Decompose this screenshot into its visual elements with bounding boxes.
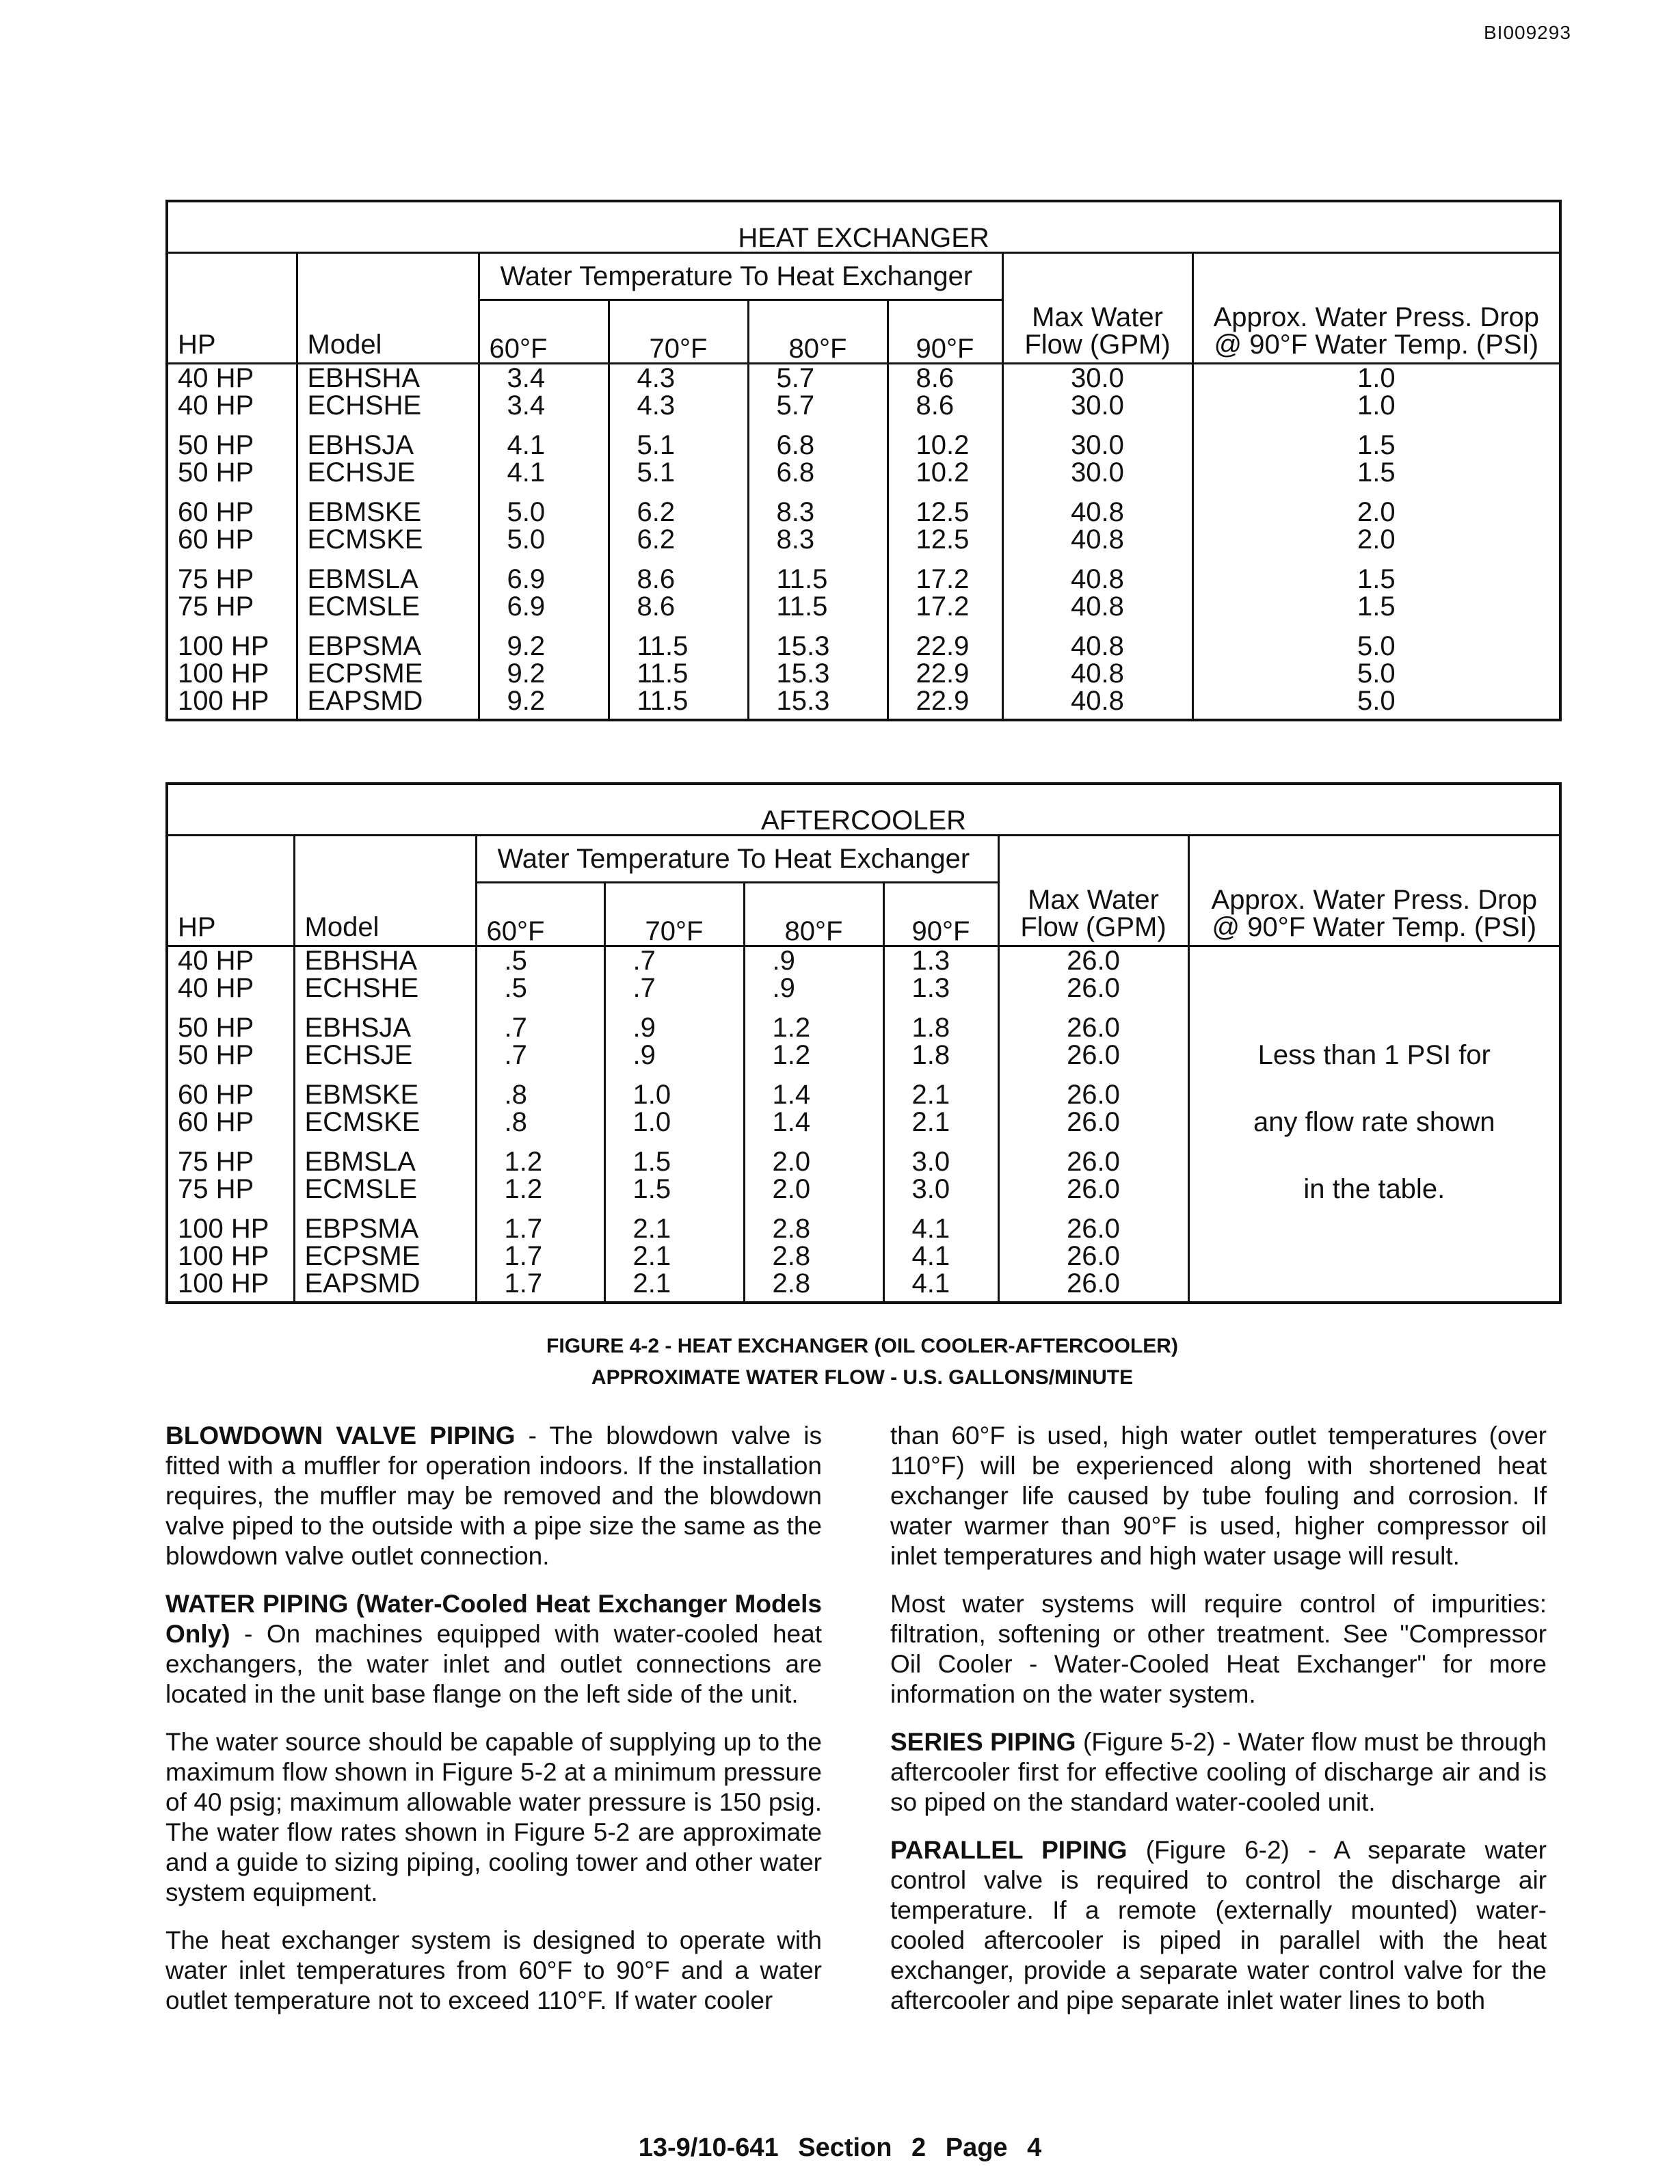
- spacer-cell: [604, 1002, 744, 1014]
- table-cell: 1.7: [476, 1270, 604, 1297]
- table-row: [167, 459, 1560, 486]
- table-cell: 40.8: [1002, 498, 1192, 526]
- table-cell: 26.0: [998, 1041, 1188, 1069]
- table-cell: 22.9: [888, 632, 1002, 660]
- left-text-column: [165, 1421, 822, 2034]
- table-cell: 11.5: [609, 687, 748, 715]
- spacer-cell: [744, 1297, 883, 1303]
- table-cell: 30.0: [1002, 459, 1192, 486]
- water-piping-paragraph: [165, 1589, 822, 1709]
- table-cell: 26.0: [998, 1108, 1188, 1136]
- table-cell: .5: [476, 946, 604, 975]
- table-cell: 50 HP: [167, 459, 297, 486]
- table-cell: 6.8: [748, 431, 888, 459]
- table-cell: 75 HP: [167, 1148, 294, 1175]
- temp-80-header: 80°F: [748, 300, 888, 364]
- heat-exchanger-title: HEAT EXCHANGER: [167, 201, 1560, 253]
- table-cell: .7: [476, 1041, 604, 1069]
- spacer-cell: [609, 553, 748, 565]
- table-row: [167, 593, 1560, 620]
- table-cell: 1.4: [744, 1108, 883, 1136]
- right-text-column: [890, 1421, 1547, 2034]
- table-cell: 11.5: [609, 632, 748, 660]
- table-cell: 3.4: [479, 364, 609, 392]
- series-piping-heading: SERIES PIPING: [890, 1728, 1076, 1756]
- table-cell: 26.0: [998, 1215, 1188, 1242]
- table-cell: 5.0: [479, 526, 609, 553]
- table-cell: .7: [604, 974, 744, 1002]
- table-cell: EBPSMA: [297, 632, 479, 660]
- table-cell: ECPSME: [297, 660, 479, 687]
- spacer-cell: [744, 1203, 883, 1215]
- table-cell: 40.8: [1002, 632, 1192, 660]
- page-footer: 13-9/10-641 Section 2 Page 4: [638, 2133, 1042, 2162]
- spacer-cell: [604, 1136, 744, 1148]
- table-cell: 2.1: [883, 1081, 998, 1108]
- table-cell: 1.5: [1192, 431, 1560, 459]
- table-cell: 1.5: [604, 1148, 744, 1175]
- table-cell: .7: [604, 946, 744, 975]
- table-cell: 1.7: [476, 1215, 604, 1242]
- table-cell: .5: [476, 974, 604, 1002]
- table-cell: 2.8: [744, 1242, 883, 1270]
- series-piping-text: (Figure 5-2) - Water flow must be through aftercooler first for effective cooling of discharge air and is so piped on the standard water-cooled unit.: [890, 1728, 1547, 1816]
- table-cell: EBMSKE: [294, 1081, 476, 1108]
- table-cell: 6.8: [748, 459, 888, 486]
- table-row: [167, 431, 1560, 459]
- table-cell: ECMSLE: [297, 593, 479, 620]
- table-cell: 3.0: [883, 1148, 998, 1175]
- table-cell: 5.0: [1192, 660, 1560, 687]
- table-cell: 4.1: [883, 1242, 998, 1270]
- pressure-note-line: any flow rate shown: [1253, 1107, 1495, 1137]
- table-cell: EBPSMA: [294, 1215, 476, 1242]
- table-cell: 8.6: [609, 593, 748, 620]
- spacer-cell: [748, 419, 888, 431]
- table-cell: 100 HP: [167, 687, 297, 715]
- water-piping-text: - On machines equipped with water-cooled heat exchangers, the water inlet and outlet connections are located in the unit base flange on the left side of the unit.: [165, 1620, 822, 1708]
- table-cell: 1.2: [476, 1175, 604, 1203]
- spacer-cell: [744, 1136, 883, 1148]
- table-cell: 26.0: [998, 1270, 1188, 1297]
- table-cell: 1.3: [883, 974, 998, 1002]
- spacer-cell: [609, 419, 748, 431]
- table-cell: ECMSKE: [294, 1108, 476, 1136]
- pressure-note-line: Less than 1 PSI for: [1257, 1040, 1491, 1070]
- table-cell: 26.0: [998, 1175, 1188, 1203]
- table-cell: EBMSKE: [297, 498, 479, 526]
- blowdown-heading: BLOWDOWN VALVE PIPING: [165, 1422, 516, 1450]
- table-cell: .7: [476, 1014, 604, 1041]
- table-cell: 6.9: [479, 565, 609, 593]
- table-cell: 50 HP: [167, 431, 297, 459]
- max-flow-header: Max Water Flow (GPM): [998, 836, 1188, 946]
- table-cell: 5.0: [479, 498, 609, 526]
- table-cell: 60 HP: [167, 498, 297, 526]
- table-cell: 11.5: [748, 593, 888, 620]
- table-cell: EAPSMD: [294, 1270, 476, 1297]
- heat-exchanger-rows: [167, 364, 1560, 721]
- table-cell: 6.9: [479, 593, 609, 620]
- table-cell: 100 HP: [167, 1242, 294, 1270]
- table-row: [167, 632, 1560, 660]
- table-cell: 3.0: [883, 1175, 998, 1203]
- table-cell: 10.2: [888, 431, 1002, 459]
- table-cell: 40.8: [1002, 687, 1192, 715]
- table-row: [167, 565, 1560, 593]
- table-cell: 3.4: [479, 392, 609, 419]
- temp-90-header: 90°F: [883, 883, 998, 946]
- table-cell: 12.5: [888, 498, 1002, 526]
- model-header: Model: [294, 836, 476, 946]
- table-cell: 15.3: [748, 687, 888, 715]
- spacer-cell: [744, 1002, 883, 1014]
- table-cell: 11.5: [748, 565, 888, 593]
- table-cell: 75 HP: [167, 1175, 294, 1203]
- table-cell: 9.2: [479, 660, 609, 687]
- parallel-piping-paragraph: [890, 1835, 1547, 2016]
- temp-60-header: 60°F: [479, 300, 609, 364]
- table-cell: 22.9: [888, 687, 1002, 715]
- aftercooler-rows: [167, 946, 1560, 1303]
- parallel-piping-heading: PARALLEL PIPING: [890, 1836, 1128, 1864]
- pressure-note-line: in the table.: [1303, 1174, 1445, 1204]
- table-cell: 40.8: [1002, 526, 1192, 553]
- table-cell: 40 HP: [167, 364, 297, 392]
- table-cell: EBHSJA: [294, 1014, 476, 1041]
- table-cell: 40 HP: [167, 392, 297, 419]
- table-cell: 40 HP: [167, 946, 294, 975]
- table-cell: 6.2: [609, 526, 748, 553]
- table-cell: 1.0: [1192, 392, 1560, 419]
- table-cell: ECPSME: [294, 1242, 476, 1270]
- table-cell: 2.1: [604, 1242, 744, 1270]
- table-row: [167, 364, 1560, 392]
- table-cell: 4.1: [883, 1215, 998, 1242]
- table-cell: 1.8: [883, 1014, 998, 1041]
- spacer-cell: [604, 1297, 744, 1303]
- table-cell: ECHSHE: [297, 392, 479, 419]
- heat-exchanger-table: [165, 200, 1562, 721]
- table-cell: 2.1: [604, 1215, 744, 1242]
- table-cell: 1.3: [883, 946, 998, 975]
- table-row: [167, 392, 1560, 419]
- table-cell: ECHSJE: [297, 459, 479, 486]
- table-cell: 100 HP: [167, 632, 297, 660]
- table-cell: 40 HP: [167, 974, 294, 1002]
- water-source-paragraph: The water source should be capable of supplying up to the maximum flow shown in Figure 5-2 at a minimum pressure of 40 psig; maximum allowable water pressure is 150 psig. The water flow rates shown in Figure 5-2 are approximate and a guide to sizing piping, cooling tower and other water system equipment.: [165, 1728, 822, 1906]
- table-cell: 8.6: [888, 392, 1002, 419]
- table-cell: 15.3: [748, 660, 888, 687]
- table-cell: 4.3: [609, 392, 748, 419]
- table-cell: 1.5: [1192, 459, 1560, 486]
- table-cell: 11.5: [609, 660, 748, 687]
- spacer-cell: [476, 1002, 604, 1014]
- table-cell: 5.1: [609, 459, 748, 486]
- table-cell: 8.6: [888, 364, 1002, 392]
- table-cell: 6.2: [609, 498, 748, 526]
- table-cell: 5.1: [609, 431, 748, 459]
- table-cell: .9: [744, 946, 883, 975]
- table-cell: 1.0: [604, 1081, 744, 1108]
- table-cell: 5.7: [748, 392, 888, 419]
- blowdown-text: - The blowdown valve is fitted with a muffler for operation indoors. If the installation requires, the muffler may be removed and the blowdown valve piped to the outside with a pipe size the same as the blowdown valve outlet connection.: [165, 1422, 822, 1570]
- table-cell: 1.2: [476, 1148, 604, 1175]
- spacer-cell: [744, 1069, 883, 1081]
- table-cell: EBHSJA: [297, 431, 479, 459]
- water-piping-heading: WATER PIPING (Water-Cooled Heat Exchanger Models Only): [165, 1590, 822, 1648]
- table-cell: 30.0: [1002, 364, 1192, 392]
- table-cell: 100 HP: [167, 1215, 294, 1242]
- table-cell: 26.0: [998, 946, 1188, 975]
- table-cell: 60 HP: [167, 1081, 294, 1108]
- table-cell: 5.0: [1192, 632, 1560, 660]
- spacer-cell: [476, 1069, 604, 1081]
- table-cell: 1.4: [744, 1081, 883, 1108]
- table-cell: 1.0: [1192, 364, 1560, 392]
- table-cell: 17.2: [888, 565, 1002, 593]
- temp-70-header: 70°F: [604, 883, 744, 946]
- table-cell: 26.0: [998, 974, 1188, 1002]
- table-cell: .9: [744, 974, 883, 1002]
- aftercooler-title: AFTERCOOLER: [167, 784, 1560, 836]
- table-cell: 50 HP: [167, 1014, 294, 1041]
- blowdown-paragraph: [165, 1421, 822, 1571]
- table-cell: 75 HP: [167, 565, 297, 593]
- table-cell: 30.0: [1002, 431, 1192, 459]
- table-cell: ECHSHE: [294, 974, 476, 1002]
- table-cell: EBMSLA: [297, 565, 479, 593]
- table-cell: 1.0: [604, 1108, 744, 1136]
- table-cell: 40.8: [1002, 565, 1192, 593]
- table-cell: 1.8: [883, 1041, 998, 1069]
- table-cell: .9: [604, 1014, 744, 1041]
- water-temp-header: Water Temperature To Heat Exchanger: [476, 836, 998, 883]
- hp-header: HP: [167, 253, 297, 364]
- heat-exchanger-system-paragraph: The heat exchanger system is designed to operate with water inlet temperatures from 60°F to 90°F and a water outlet temperature not to exceed 110°F. If water cooler: [165, 1926, 822, 2014]
- table-cell: .8: [476, 1108, 604, 1136]
- table-cell: EAPSMD: [297, 687, 479, 715]
- spacer-cell: [604, 1203, 744, 1215]
- temp-90-header: 90°F: [888, 300, 1002, 364]
- max-flow-header: Max Water Flow (GPM): [1002, 253, 1192, 364]
- table-cell: 15.3: [748, 632, 888, 660]
- table-cell: 8.6: [609, 565, 748, 593]
- table-cell: 30.0: [1002, 392, 1192, 419]
- pressure-drop-header: Approx. Water Press. Drop @ 90°F Water Temp. (PSI): [1188, 836, 1560, 946]
- pressure-drop-header: Approx. Water Press. Drop @ 90°F Water Temp. (PSI): [1192, 253, 1560, 364]
- table-cell: ECMSKE: [297, 526, 479, 553]
- table-cell: 2.0: [744, 1175, 883, 1203]
- series-piping-paragraph: [890, 1727, 1547, 1817]
- table-row: [167, 687, 1560, 715]
- spacer-cell: [604, 1069, 744, 1081]
- table-cell: 5.0: [1192, 687, 1560, 715]
- impurities-paragraph: Most water systems will require control of impurities: filtration, softening or other treatment. See "Compressor Oil Cooler - Water-Cooled Heat Exchanger" for more information on the water system.: [890, 1590, 1547, 1708]
- table-cell: 60 HP: [167, 526, 297, 553]
- outlet-temp-paragraph: than 60°F is used, high water outlet temperatures (over 110°F) will be experienced along with shortened heat exchanger life caused by tube fouling and corrosion. If water warmer than 90°F is used, higher compressor oil inlet temperatures and high water usage will result.: [890, 1422, 1547, 1570]
- table-cell: 75 HP: [167, 593, 297, 620]
- table-cell: .9: [604, 1041, 744, 1069]
- table-cell: 1.2: [744, 1014, 883, 1041]
- table-cell: 4.1: [883, 1270, 998, 1297]
- figure-caption: [165, 1331, 1559, 1394]
- table-cell: 100 HP: [167, 660, 297, 687]
- table-cell: .8: [476, 1081, 604, 1108]
- table-cell: 1.5: [1192, 565, 1560, 593]
- parallel-piping-text: (Figure 6-2) - A separate water control valve is required to control the discharge air temperature. If a remote (externally mounted) water-cooled aftercooler is piped in parallel with the heat exchanger, provide a separate water control valve for the aftercooler and pipe separate inlet water lines to both: [890, 1836, 1547, 2014]
- table-cell: 8.3: [748, 498, 888, 526]
- table-cell: 2.0: [1192, 526, 1560, 553]
- aftercooler-table: [165, 782, 1562, 1304]
- table-cell: 17.2: [888, 593, 1002, 620]
- table-cell: 1.7: [476, 1242, 604, 1270]
- table-cell: 40.8: [1002, 660, 1192, 687]
- table-cell: 1.5: [1192, 593, 1560, 620]
- table-row: [167, 498, 1560, 526]
- table-cell: 26.0: [998, 1081, 1188, 1108]
- spacer-cell: [609, 486, 748, 498]
- table-cell: 8.3: [748, 526, 888, 553]
- hp-header: HP: [167, 836, 294, 946]
- table-cell: 40.8: [1002, 593, 1192, 620]
- spacer-cell: [748, 486, 888, 498]
- table-cell: EBHSHA: [294, 946, 476, 975]
- pressure-drop-note: [1188, 946, 1560, 1298]
- table-cell: 2.1: [604, 1270, 744, 1297]
- temp-80-header: 80°F: [744, 883, 883, 946]
- table-cell: ECMSLE: [294, 1175, 476, 1203]
- table-cell: ECHSJE: [294, 1041, 476, 1069]
- table-cell: 12.5: [888, 526, 1002, 553]
- table-cell: 2.0: [744, 1148, 883, 1175]
- table-row: [167, 946, 1560, 975]
- table-cell: 10.2: [888, 459, 1002, 486]
- table-cell: 100 HP: [167, 1270, 294, 1297]
- caption-line-1: FIGURE 4-2 - HEAT EXCHANGER (OIL COOLER-AFTERCOOLER): [546, 1335, 1178, 1357]
- table-row: [167, 526, 1560, 553]
- table-cell: 4.1: [479, 431, 609, 459]
- table-cell: EBHSHA: [297, 364, 479, 392]
- table-cell: 26.0: [998, 1242, 1188, 1270]
- table-cell: 22.9: [888, 660, 1002, 687]
- table-cell: 4.1: [479, 459, 609, 486]
- table-cell: 26.0: [998, 1148, 1188, 1175]
- table-cell: EBMSLA: [294, 1148, 476, 1175]
- table-cell: 9.2: [479, 632, 609, 660]
- document-id: BI009293: [1484, 22, 1571, 43]
- table-cell: 9.2: [479, 687, 609, 715]
- table-cell: 5.7: [748, 364, 888, 392]
- water-temp-header: Water Temperature To Heat Exchanger: [479, 253, 1002, 300]
- table-cell: 2.8: [744, 1270, 883, 1297]
- caption-line-2: APPROXIMATE WATER FLOW - U.S. GALLONS/MINUTE: [591, 1366, 1134, 1389]
- table-cell: 4.3: [609, 364, 748, 392]
- table-cell: 1.5: [604, 1175, 744, 1203]
- temp-60-header: 60°F: [476, 883, 604, 946]
- table-cell: 2.0: [1192, 498, 1560, 526]
- table-cell: 26.0: [998, 1014, 1188, 1041]
- table-row: [167, 660, 1560, 687]
- table-cell: 2.1: [883, 1108, 998, 1136]
- model-header: Model: [297, 253, 479, 364]
- temp-70-header: 70°F: [609, 300, 748, 364]
- table-cell: 50 HP: [167, 1041, 294, 1069]
- table-cell: 1.2: [744, 1041, 883, 1069]
- table-cell: 60 HP: [167, 1108, 294, 1136]
- table-cell: 2.8: [744, 1215, 883, 1242]
